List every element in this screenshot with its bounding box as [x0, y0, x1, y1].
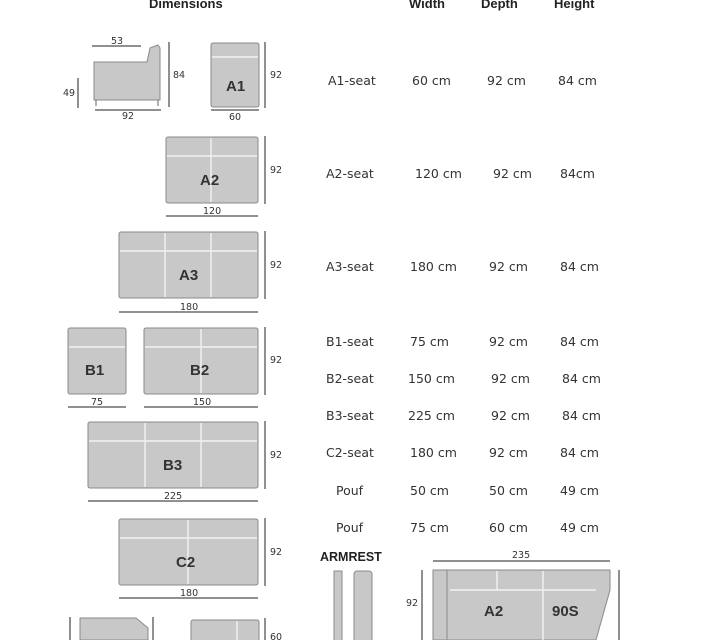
row-width: 60 cm: [412, 73, 451, 88]
a3-diagram: [119, 231, 282, 313]
row-depth: 92 cm: [487, 73, 526, 88]
row-height: 84 cm: [560, 259, 599, 274]
dim-label: 92: [270, 70, 283, 81]
dim-label: 75: [91, 397, 104, 408]
dim-label: 92: [122, 111, 135, 122]
partial-module: [80, 618, 148, 640]
c2-diagram: [119, 518, 282, 599]
dim-label: 60: [229, 112, 242, 123]
armrest-piece: [354, 571, 372, 640]
row-width: 180 cm: [410, 445, 457, 460]
row-height: 84 cm: [558, 73, 597, 88]
a3-module: [119, 232, 258, 298]
dim-label: 180: [180, 302, 199, 313]
module-label: B3: [163, 457, 183, 474]
row-name: B2-seat: [326, 371, 374, 386]
b1-diagram: [68, 328, 126, 408]
module-label: A2: [484, 603, 504, 620]
module-label: B1: [85, 362, 105, 379]
dim-label: 150: [193, 397, 212, 408]
row-depth: 60 cm: [489, 520, 528, 535]
row-name: Pouf: [336, 520, 364, 535]
row-height: 49 cm: [560, 520, 599, 535]
partial-module: [191, 620, 259, 640]
row-name: A2-seat: [326, 166, 374, 181]
row-height: 84 cm: [560, 334, 599, 349]
module-label: 90S: [552, 603, 579, 620]
b2-diagram: [144, 327, 282, 408]
width-header: Width: [409, 0, 445, 11]
a1-side-body: [94, 45, 160, 100]
module-label: A1: [226, 78, 246, 95]
row-depth: 92 cm: [489, 334, 528, 349]
armrest-diagram: [334, 571, 372, 640]
row-name: B1-seat: [326, 334, 374, 349]
dim-label: 225: [164, 491, 183, 502]
row-name: C2-seat: [326, 445, 374, 460]
dim-label: 180: [180, 588, 199, 599]
dim-label: 92: [270, 450, 283, 461]
dim-label: 92: [406, 598, 419, 609]
dim-label: 92: [270, 547, 283, 558]
row-width: 180 cm: [410, 259, 457, 274]
row-height: 84 cm: [562, 408, 601, 423]
dim-label: 53: [111, 36, 124, 47]
row-width: 225 cm: [408, 408, 455, 423]
row-depth: 92 cm: [489, 445, 528, 460]
row-depth: 92 cm: [491, 371, 530, 386]
dim-label: 92: [270, 165, 283, 176]
a2-module: [166, 137, 258, 203]
dim-label: 120: [203, 206, 222, 217]
module-label: A3: [179, 267, 199, 284]
row-depth: 92 cm: [491, 408, 530, 423]
dim-label: 235: [512, 550, 531, 561]
b3-module: [88, 422, 258, 488]
a2-diagram: [166, 136, 282, 217]
dim-label: 84: [173, 70, 186, 81]
row-height: 84 cm: [562, 371, 601, 386]
combo-diagram: [406, 550, 619, 640]
row-name: B3-seat: [326, 408, 374, 423]
row-width: 120 cm: [415, 166, 462, 181]
row-name: Pouf: [336, 483, 364, 498]
dim-label: 92: [270, 355, 283, 366]
row-name: A3-seat: [326, 259, 374, 274]
row-width: 75 cm: [410, 334, 449, 349]
row-height: 84 cm: [560, 445, 599, 460]
dimensions-header: Dimensions: [149, 0, 223, 11]
module-label: A2: [200, 172, 220, 189]
b1-module: [68, 328, 126, 394]
row-depth: 50 cm: [489, 483, 528, 498]
armrest-piece: [334, 571, 342, 640]
row-depth: 92 cm: [493, 166, 532, 181]
row-width: 50 cm: [410, 483, 449, 498]
armrest-label: ARMREST: [320, 550, 382, 564]
row-height: 84cm: [560, 166, 595, 181]
a1-diagram: [211, 42, 282, 123]
row-name: A1-seat: [328, 73, 376, 88]
a1-module: [211, 43, 259, 107]
b3-diagram: [88, 421, 282, 502]
bottom-partial-diagrams: [70, 617, 282, 640]
a1-side-view: [63, 36, 185, 122]
height-header: Height: [554, 0, 595, 11]
combo-arm: [433, 570, 447, 640]
module-label: B2: [190, 362, 210, 379]
dim-label: 92: [270, 260, 283, 271]
dim-label: 60: [270, 632, 283, 640]
row-height: 49 cm: [560, 483, 599, 498]
row-width: 150 cm: [408, 371, 455, 386]
dim-label: 49: [63, 88, 76, 99]
module-label: C2: [176, 554, 196, 571]
row-depth: 92 cm: [489, 259, 528, 274]
combo-body: [447, 570, 610, 640]
row-width: 75 cm: [410, 520, 449, 535]
depth-header: Depth: [481, 0, 518, 11]
